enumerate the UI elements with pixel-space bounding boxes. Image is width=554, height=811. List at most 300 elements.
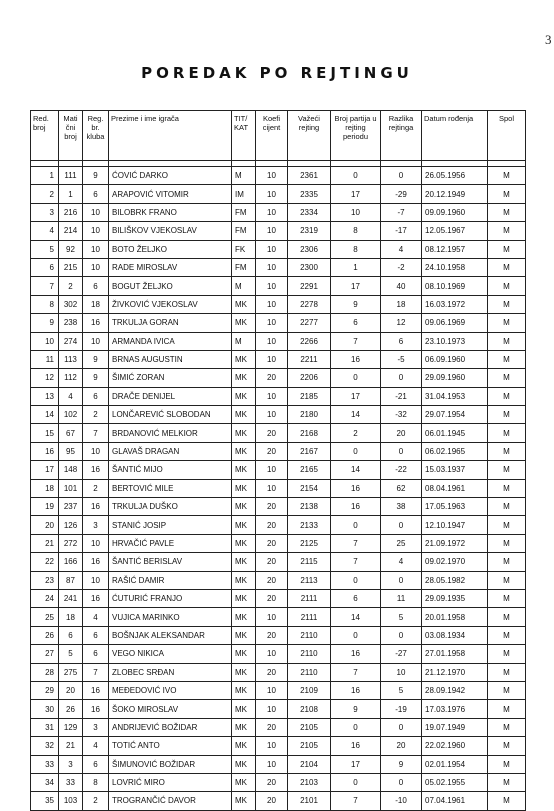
cell-rank: 34 bbox=[31, 773, 59, 791]
cell-player-name: BERTOVIĆ MILE bbox=[109, 479, 232, 497]
cell-club-reg: 6 bbox=[83, 277, 109, 295]
cell-gender: M bbox=[488, 479, 526, 497]
cell-gender: M bbox=[488, 167, 526, 185]
cell-games: 14 bbox=[331, 406, 381, 424]
cell-player-name: VEGO NIKICA bbox=[109, 645, 232, 663]
cell-member-id: 112 bbox=[59, 369, 83, 387]
cell-birth-date: 08.04.1961 bbox=[422, 479, 488, 497]
cell-rank: 33 bbox=[31, 755, 59, 773]
cell-rank: 31 bbox=[31, 718, 59, 736]
cell-gender: M bbox=[488, 589, 526, 607]
cell-title: IM bbox=[232, 185, 256, 203]
cell-player-name: RADE MIROSLAV bbox=[109, 258, 232, 276]
cell-club-reg: 6 bbox=[83, 185, 109, 203]
cell-player-name: ARAPOVIĆ VITOMIR bbox=[109, 185, 232, 203]
cell-member-id: 274 bbox=[59, 332, 83, 350]
cell-games: 0 bbox=[331, 442, 381, 460]
col-header-player-name: Prezime i ime igrača bbox=[109, 111, 232, 161]
cell-rating-diff: 0 bbox=[381, 442, 422, 460]
table-row bbox=[31, 479, 526, 497]
cell-member-id: 237 bbox=[59, 498, 83, 516]
cell-birth-date: 23.10.1973 bbox=[422, 332, 488, 350]
cell-player-name: BILOBRK FRANO bbox=[109, 203, 232, 221]
cell-player-name: TROGRANČIĆ DAVOR bbox=[109, 792, 232, 810]
cell-games: 0 bbox=[331, 167, 381, 185]
cell-member-id: 92 bbox=[59, 240, 83, 258]
cell-rating-diff: -21 bbox=[381, 387, 422, 405]
cell-player-name: ŠANTIĆ MIJO bbox=[109, 461, 232, 479]
cell-rating: 2105 bbox=[288, 737, 331, 755]
table-row bbox=[31, 755, 526, 773]
cell-member-id: 26 bbox=[59, 700, 83, 718]
cell-member-id: 33 bbox=[59, 773, 83, 791]
table-row bbox=[31, 534, 526, 552]
cell-player-name: LONČAREVIĆ SLOBODAN bbox=[109, 406, 232, 424]
cell-player-name: STANIĆ JOSIP bbox=[109, 516, 232, 534]
cell-rating: 2101 bbox=[288, 792, 331, 810]
cell-player-name: ŽIVKOVIĆ VJEKOSLAV bbox=[109, 295, 232, 313]
cell-birth-date: 03.08.1934 bbox=[422, 626, 488, 644]
cell-coefficient: 10 bbox=[256, 700, 288, 718]
cell-club-reg: 6 bbox=[83, 387, 109, 405]
cell-member-id: 4 bbox=[59, 387, 83, 405]
cell-rating-diff: 62 bbox=[381, 479, 422, 497]
cell-coefficient: 20 bbox=[256, 442, 288, 460]
cell-club-reg: 9 bbox=[83, 167, 109, 185]
cell-rank: 24 bbox=[31, 589, 59, 607]
cell-player-name: BOTO ŽELJKO bbox=[109, 240, 232, 258]
cell-birth-date: 02.01.1954 bbox=[422, 755, 488, 773]
cell-rating-diff: 9 bbox=[381, 755, 422, 773]
cell-birth-date: 15.03.1937 bbox=[422, 461, 488, 479]
cell-club-reg: 10 bbox=[83, 222, 109, 240]
cell-club-reg: 16 bbox=[83, 589, 109, 607]
cell-club-reg: 7 bbox=[83, 663, 109, 681]
cell-title: MK bbox=[232, 314, 256, 332]
cell-birth-date: 26.05.1956 bbox=[422, 167, 488, 185]
table-row bbox=[31, 700, 526, 718]
cell-member-id: 275 bbox=[59, 663, 83, 681]
cell-player-name: ŠIMUNOVIĆ BOŽIDAR bbox=[109, 755, 232, 773]
cell-title: MK bbox=[232, 498, 256, 516]
cell-games: 8 bbox=[331, 240, 381, 258]
cell-games: 7 bbox=[331, 792, 381, 810]
cell-club-reg: 16 bbox=[83, 498, 109, 516]
cell-rating: 2300 bbox=[288, 258, 331, 276]
cell-coefficient: 10 bbox=[256, 737, 288, 755]
cell-birth-date: 06.09.1960 bbox=[422, 350, 488, 368]
cell-rating-diff: 0 bbox=[381, 571, 422, 589]
cell-games: 10 bbox=[331, 203, 381, 221]
cell-games: 17 bbox=[331, 387, 381, 405]
cell-coefficient: 10 bbox=[256, 645, 288, 663]
cell-rank: 28 bbox=[31, 663, 59, 681]
cell-rating: 2335 bbox=[288, 185, 331, 203]
cell-rank: 22 bbox=[31, 553, 59, 571]
cell-rating: 2133 bbox=[288, 516, 331, 534]
cell-coefficient: 20 bbox=[256, 663, 288, 681]
cell-rating-diff: -32 bbox=[381, 406, 422, 424]
col-header-title: TIT/ KAT bbox=[232, 111, 256, 161]
cell-rating: 2111 bbox=[288, 589, 331, 607]
cell-member-id: 3 bbox=[59, 755, 83, 773]
cell-rank: 19 bbox=[31, 498, 59, 516]
cell-rating-diff: -27 bbox=[381, 645, 422, 663]
cell-rating-diff: -19 bbox=[381, 700, 422, 718]
cell-games: 6 bbox=[331, 589, 381, 607]
cell-games: 16 bbox=[331, 498, 381, 516]
cell-gender: M bbox=[488, 369, 526, 387]
cell-rating-diff: 5 bbox=[381, 681, 422, 699]
cell-coefficient: 10 bbox=[256, 314, 288, 332]
cell-member-id: 214 bbox=[59, 222, 83, 240]
table-row bbox=[31, 295, 526, 313]
cell-title: MK bbox=[232, 553, 256, 571]
table-row bbox=[31, 792, 526, 810]
cell-player-name: GLAVAŠ DRAGAN bbox=[109, 442, 232, 460]
cell-rank: 5 bbox=[31, 240, 59, 258]
cell-rating-diff: -17 bbox=[381, 222, 422, 240]
cell-gender: M bbox=[488, 626, 526, 644]
cell-rank: 3 bbox=[31, 203, 59, 221]
cell-gender: M bbox=[488, 185, 526, 203]
col-header-club-reg: Reg. br. kluba bbox=[83, 111, 109, 161]
table-row bbox=[31, 553, 526, 571]
cell-coefficient: 20 bbox=[256, 718, 288, 736]
cell-title: M bbox=[232, 332, 256, 350]
cell-games: 16 bbox=[331, 737, 381, 755]
cell-birth-date: 17.03.1976 bbox=[422, 700, 488, 718]
cell-games: 7 bbox=[331, 553, 381, 571]
cell-coefficient: 10 bbox=[256, 167, 288, 185]
cell-gender: M bbox=[488, 571, 526, 589]
cell-club-reg: 10 bbox=[83, 203, 109, 221]
page-title: POREDAK PO REJTINGU bbox=[141, 64, 413, 82]
cell-rating-diff: -29 bbox=[381, 185, 422, 203]
cell-rating: 2108 bbox=[288, 700, 331, 718]
cell-club-reg: 10 bbox=[83, 571, 109, 589]
table-body bbox=[31, 167, 526, 811]
cell-birth-date: 22.02.1960 bbox=[422, 737, 488, 755]
cell-player-name: ĆUTURIĆ FRANJO bbox=[109, 589, 232, 607]
cell-coefficient: 20 bbox=[256, 369, 288, 387]
cell-player-name: DRAČE DENIJEL bbox=[109, 387, 232, 405]
cell-rating: 2277 bbox=[288, 314, 331, 332]
cell-player-name: BOGUT ŽELJKO bbox=[109, 277, 232, 295]
table-row bbox=[31, 258, 526, 276]
cell-birth-date: 29.07.1954 bbox=[422, 406, 488, 424]
cell-member-id: 101 bbox=[59, 479, 83, 497]
cell-club-reg: 16 bbox=[83, 681, 109, 699]
cell-member-id: 166 bbox=[59, 553, 83, 571]
cell-games: 16 bbox=[331, 645, 381, 663]
cell-member-id: 241 bbox=[59, 589, 83, 607]
cell-coefficient: 10 bbox=[256, 332, 288, 350]
cell-member-id: 67 bbox=[59, 424, 83, 442]
col-header-rating-diff: Razlika rejtinga bbox=[381, 111, 422, 161]
cell-rank: 11 bbox=[31, 350, 59, 368]
cell-coefficient: 20 bbox=[256, 773, 288, 791]
cell-rating: 2185 bbox=[288, 387, 331, 405]
cell-birth-date: 06.01.1945 bbox=[422, 424, 488, 442]
cell-rank: 6 bbox=[31, 258, 59, 276]
cell-birth-date: 29.09.1960 bbox=[422, 369, 488, 387]
cell-title: MK bbox=[232, 718, 256, 736]
cell-member-id: 18 bbox=[59, 608, 83, 626]
cell-title: MK bbox=[232, 589, 256, 607]
cell-rank: 14 bbox=[31, 406, 59, 424]
cell-title: MK bbox=[232, 681, 256, 699]
cell-gender: M bbox=[488, 608, 526, 626]
cell-rank: 4 bbox=[31, 222, 59, 240]
cell-coefficient: 10 bbox=[256, 681, 288, 699]
cell-birth-date: 28.09.1942 bbox=[422, 681, 488, 699]
cell-birth-date: 20.12.1949 bbox=[422, 185, 488, 203]
cell-club-reg: 8 bbox=[83, 773, 109, 791]
cell-member-id: 238 bbox=[59, 314, 83, 332]
cell-gender: M bbox=[488, 461, 526, 479]
cell-title: M bbox=[232, 277, 256, 295]
cell-club-reg: 16 bbox=[83, 314, 109, 332]
cell-birth-date: 09.06.1969 bbox=[422, 314, 488, 332]
cell-gender: M bbox=[488, 240, 526, 258]
cell-club-reg: 4 bbox=[83, 608, 109, 626]
cell-rating: 2103 bbox=[288, 773, 331, 791]
cell-coefficient: 10 bbox=[256, 755, 288, 773]
cell-rating-diff: -2 bbox=[381, 258, 422, 276]
cell-coefficient: 20 bbox=[256, 626, 288, 644]
cell-rank: 15 bbox=[31, 424, 59, 442]
col-header-games: Broj partija u rejting periodu bbox=[331, 111, 381, 161]
cell-games: 0 bbox=[331, 718, 381, 736]
cell-rating-diff: 20 bbox=[381, 424, 422, 442]
cell-rank: 8 bbox=[31, 295, 59, 313]
table-row bbox=[31, 387, 526, 405]
cell-title: FK bbox=[232, 240, 256, 258]
cell-club-reg: 2 bbox=[83, 479, 109, 497]
cell-rank: 35 bbox=[31, 792, 59, 810]
col-header-rank: Red. broj bbox=[31, 111, 59, 161]
cell-title: MK bbox=[232, 645, 256, 663]
cell-coefficient: 20 bbox=[256, 534, 288, 552]
cell-coefficient: 10 bbox=[256, 350, 288, 368]
cell-birth-date: 31.04.1953 bbox=[422, 387, 488, 405]
cell-player-name: HRVAČIĆ PAVLE bbox=[109, 534, 232, 552]
table-row bbox=[31, 203, 526, 221]
cell-rank: 26 bbox=[31, 626, 59, 644]
cell-title: MK bbox=[232, 479, 256, 497]
cell-title: MK bbox=[232, 442, 256, 460]
cell-gender: M bbox=[488, 314, 526, 332]
table-row bbox=[31, 277, 526, 295]
page-number: 3 bbox=[545, 32, 552, 47]
cell-club-reg: 2 bbox=[83, 406, 109, 424]
cell-rating-diff: 20 bbox=[381, 737, 422, 755]
cell-rating: 2105 bbox=[288, 718, 331, 736]
cell-rating: 2111 bbox=[288, 608, 331, 626]
cell-coefficient: 20 bbox=[256, 792, 288, 810]
cell-player-name: ĆOVIĆ DARKO bbox=[109, 167, 232, 185]
cell-club-reg: 10 bbox=[83, 258, 109, 276]
cell-gender: M bbox=[488, 258, 526, 276]
cell-title: MK bbox=[232, 663, 256, 681]
cell-club-reg: 16 bbox=[83, 461, 109, 479]
cell-title: FM bbox=[232, 258, 256, 276]
cell-rating-diff: 12 bbox=[381, 314, 422, 332]
cell-rating-diff: 25 bbox=[381, 534, 422, 552]
cell-games: 7 bbox=[331, 332, 381, 350]
cell-title: MK bbox=[232, 369, 256, 387]
table-row bbox=[31, 516, 526, 534]
cell-member-id: 111 bbox=[59, 167, 83, 185]
table-row bbox=[31, 645, 526, 663]
cell-rating: 2278 bbox=[288, 295, 331, 313]
cell-title: FM bbox=[232, 203, 256, 221]
cell-gender: M bbox=[488, 755, 526, 773]
cell-games: 0 bbox=[331, 571, 381, 589]
cell-coefficient: 10 bbox=[256, 387, 288, 405]
cell-rank: 23 bbox=[31, 571, 59, 589]
cell-member-id: 113 bbox=[59, 350, 83, 368]
cell-rating: 2266 bbox=[288, 332, 331, 350]
cell-coefficient: 20 bbox=[256, 498, 288, 516]
cell-rating: 2319 bbox=[288, 222, 331, 240]
cell-birth-date: 29.09.1935 bbox=[422, 589, 488, 607]
cell-coefficient: 10 bbox=[256, 295, 288, 313]
cell-title: MK bbox=[232, 387, 256, 405]
cell-gender: M bbox=[488, 737, 526, 755]
cell-games: 16 bbox=[331, 350, 381, 368]
cell-rank: 25 bbox=[31, 608, 59, 626]
cell-rating: 2115 bbox=[288, 553, 331, 571]
cell-coefficient: 10 bbox=[256, 461, 288, 479]
cell-member-id: 102 bbox=[59, 406, 83, 424]
cell-rating: 2138 bbox=[288, 498, 331, 516]
cell-rank: 30 bbox=[31, 700, 59, 718]
cell-birth-date: 28.05.1982 bbox=[422, 571, 488, 589]
cell-rank: 2 bbox=[31, 185, 59, 203]
cell-rank: 16 bbox=[31, 442, 59, 460]
cell-rank: 32 bbox=[31, 737, 59, 755]
cell-games: 16 bbox=[331, 479, 381, 497]
cell-rating: 2361 bbox=[288, 167, 331, 185]
cell-player-name: ANDRIJEVIĆ BOŽIDAR bbox=[109, 718, 232, 736]
table-header-row bbox=[31, 111, 526, 161]
cell-rating: 2168 bbox=[288, 424, 331, 442]
cell-rating-diff: 38 bbox=[381, 498, 422, 516]
cell-coefficient: 10 bbox=[256, 222, 288, 240]
cell-member-id: 95 bbox=[59, 442, 83, 460]
cell-rating: 2334 bbox=[288, 203, 331, 221]
cell-club-reg: 7 bbox=[83, 424, 109, 442]
cell-birth-date: 08.10.1969 bbox=[422, 277, 488, 295]
table-row bbox=[31, 222, 526, 240]
cell-rank: 18 bbox=[31, 479, 59, 497]
cell-gender: M bbox=[488, 277, 526, 295]
cell-coefficient: 10 bbox=[256, 203, 288, 221]
cell-birth-date: 16.03.1972 bbox=[422, 295, 488, 313]
cell-rating-diff: 4 bbox=[381, 240, 422, 258]
cell-gender: M bbox=[488, 773, 526, 791]
col-header-birth-date: Datum rođenja bbox=[422, 111, 488, 161]
cell-member-id: 2 bbox=[59, 277, 83, 295]
table-row bbox=[31, 442, 526, 460]
cell-gender: M bbox=[488, 516, 526, 534]
cell-coefficient: 20 bbox=[256, 571, 288, 589]
cell-rating: 2206 bbox=[288, 369, 331, 387]
cell-coefficient: 20 bbox=[256, 589, 288, 607]
cell-birth-date: 24.10.1958 bbox=[422, 258, 488, 276]
cell-birth-date: 09.09.1960 bbox=[422, 203, 488, 221]
cell-rank: 1 bbox=[31, 167, 59, 185]
cell-gender: M bbox=[488, 203, 526, 221]
cell-coefficient: 10 bbox=[256, 608, 288, 626]
table-row bbox=[31, 718, 526, 736]
cell-coefficient: 10 bbox=[256, 185, 288, 203]
cell-rating: 2211 bbox=[288, 350, 331, 368]
cell-title: MK bbox=[232, 516, 256, 534]
cell-club-reg: 16 bbox=[83, 700, 109, 718]
cell-member-id: 126 bbox=[59, 516, 83, 534]
cell-gender: M bbox=[488, 406, 526, 424]
cell-player-name: LOVRIĆ MIRO bbox=[109, 773, 232, 791]
cell-birth-date: 20.01.1958 bbox=[422, 608, 488, 626]
col-header-rating: Važeći rejting bbox=[288, 111, 331, 161]
cell-title: MK bbox=[232, 773, 256, 791]
cell-games: 7 bbox=[331, 534, 381, 552]
cell-member-id: 103 bbox=[59, 792, 83, 810]
cell-title: MK bbox=[232, 700, 256, 718]
cell-games: 17 bbox=[331, 185, 381, 203]
cell-games: 0 bbox=[331, 773, 381, 791]
cell-gender: M bbox=[488, 681, 526, 699]
cell-player-name: TOTIĆ ANTO bbox=[109, 737, 232, 755]
cell-rating: 2154 bbox=[288, 479, 331, 497]
cell-games: 1 bbox=[331, 258, 381, 276]
col-header-coefficient: Koefi cijent bbox=[256, 111, 288, 161]
cell-coefficient: 10 bbox=[256, 479, 288, 497]
cell-rating: 2180 bbox=[288, 406, 331, 424]
table-row bbox=[31, 681, 526, 699]
cell-member-id: 21 bbox=[59, 737, 83, 755]
cell-club-reg: 9 bbox=[83, 350, 109, 368]
cell-member-id: 148 bbox=[59, 461, 83, 479]
cell-rating: 2104 bbox=[288, 755, 331, 773]
table-row bbox=[31, 589, 526, 607]
cell-birth-date: 27.01.1958 bbox=[422, 645, 488, 663]
cell-rating: 2291 bbox=[288, 277, 331, 295]
cell-rating: 2109 bbox=[288, 681, 331, 699]
cell-club-reg: 6 bbox=[83, 626, 109, 644]
table-row bbox=[31, 737, 526, 755]
cell-coefficient: 10 bbox=[256, 277, 288, 295]
cell-player-name: VUJICA MARINKO bbox=[109, 608, 232, 626]
cell-games: 8 bbox=[331, 222, 381, 240]
cell-rating-diff: 5 bbox=[381, 608, 422, 626]
cell-gender: M bbox=[488, 332, 526, 350]
cell-player-name: ŠOKO MIROSLAV bbox=[109, 700, 232, 718]
cell-rating-diff: 0 bbox=[381, 167, 422, 185]
cell-club-reg: 10 bbox=[83, 442, 109, 460]
cell-title: MK bbox=[232, 608, 256, 626]
cell-birth-date: 17.05.1963 bbox=[422, 498, 488, 516]
cell-rank: 12 bbox=[31, 369, 59, 387]
cell-member-id: 215 bbox=[59, 258, 83, 276]
cell-gender: M bbox=[488, 350, 526, 368]
cell-rating-diff: -5 bbox=[381, 350, 422, 368]
cell-title: FM bbox=[232, 222, 256, 240]
cell-rank: 27 bbox=[31, 645, 59, 663]
